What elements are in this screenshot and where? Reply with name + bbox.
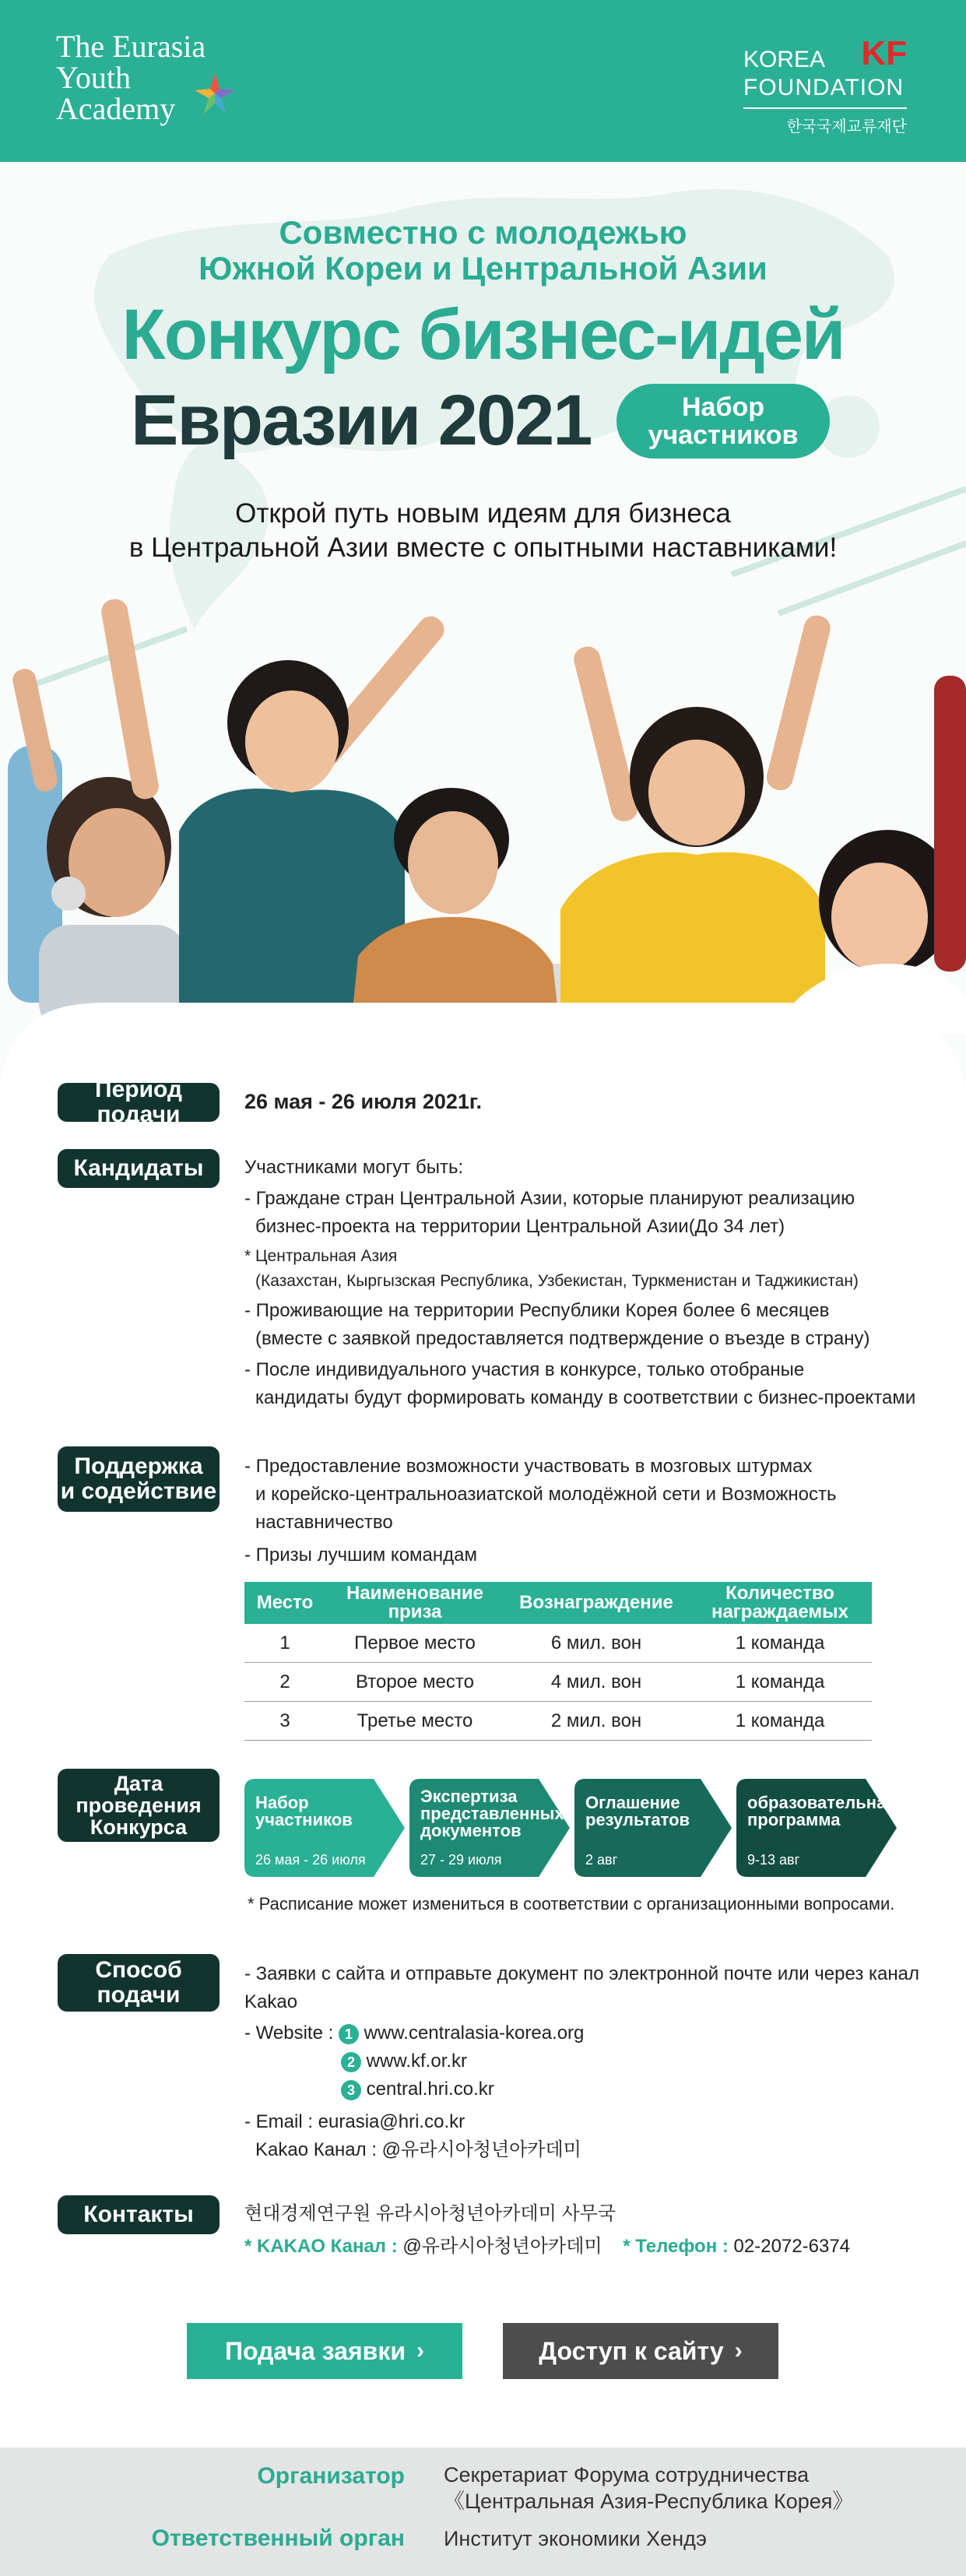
step-date: 26 мая - 26 июля bbox=[255, 1852, 366, 1868]
table-cell: 1 команда bbox=[688, 1624, 872, 1663]
celebrating-youth-illustration bbox=[0, 598, 966, 1034]
table-cell: 1 команда bbox=[688, 1663, 872, 1702]
organizer-line: 《Центральная Азия-Республика Корея》 bbox=[444, 2490, 854, 2513]
schedule-note: * Расписание может измениться в соответствии с организационными вопросами. bbox=[248, 1894, 895, 1914]
step-title-line: Оглашение bbox=[585, 1793, 680, 1812]
method-text bbox=[244, 1960, 966, 2164]
support-item-1: - Предоставление возможности участвовать в мозговых штурмах bbox=[244, 1456, 813, 1477]
support-label bbox=[58, 1446, 220, 1512]
hero-title-line-2: Евразии 2021 bbox=[131, 381, 592, 460]
hero-section bbox=[0, 162, 966, 1096]
website-row bbox=[244, 2047, 966, 2075]
column-header: Наименование приза bbox=[325, 1582, 504, 1624]
number-badge-icon: 1 bbox=[339, 2024, 359, 2044]
candidates-item-2-cont: (вместе с заявкой предоставляется подтверждение о въезде в страну) bbox=[255, 1328, 870, 1349]
number-badge-icon: 3 bbox=[341, 2080, 361, 2100]
organizer-label: Организатор bbox=[257, 2463, 405, 2489]
column-header: Место bbox=[244, 1582, 325, 1624]
logo-line: The Eurasia bbox=[56, 29, 206, 64]
phone-label: * Телефон : bbox=[623, 2236, 729, 2257]
step-title-line: представленных bbox=[420, 1804, 564, 1823]
step-title-line: Экспертиза bbox=[420, 1787, 518, 1806]
website-link[interactable]: www.centralasia-korea.org bbox=[364, 2022, 585, 2044]
schedule-label-line: проведения bbox=[76, 1794, 202, 1817]
eurasia-youth-academy-logo bbox=[56, 31, 205, 125]
step-title-line: Набор bbox=[255, 1793, 309, 1812]
schedule-step-education bbox=[736, 1779, 897, 1877]
table-cell: 2 bbox=[244, 1663, 325, 1702]
step-title bbox=[585, 1794, 718, 1829]
website-row bbox=[244, 2019, 966, 2047]
step-title-line: документов bbox=[420, 1821, 522, 1840]
organizer-value bbox=[444, 2462, 853, 2514]
support-item-2: - Призы лучшим командам bbox=[244, 1545, 477, 1566]
website-row bbox=[244, 2075, 966, 2103]
step-title bbox=[255, 1794, 388, 1829]
schedule-label bbox=[58, 1769, 220, 1842]
visit-site-button[interactable] bbox=[503, 2323, 778, 2379]
table-cell: 1 bbox=[244, 1624, 325, 1663]
kakao-line: Kakao Канал : @유라시아청년아카데미 bbox=[255, 2139, 581, 2160]
method-label bbox=[58, 1954, 220, 2012]
table-row bbox=[244, 1702, 872, 1741]
logo-line: Youth bbox=[56, 60, 131, 95]
support-label-line: Поддержка bbox=[74, 1453, 203, 1479]
tagline-line: Открой путь новым идеям для бизнеса bbox=[235, 498, 731, 529]
hero-subtitle bbox=[0, 215, 966, 286]
responsible-value: Институт экономики Хендэ bbox=[444, 2527, 707, 2550]
apply-button[interactable] bbox=[187, 2323, 462, 2379]
method-label-line: подачи bbox=[97, 1982, 181, 2008]
support-item-1-cont: наставничество bbox=[255, 1512, 393, 1533]
period-value: 26 мая - 26 июля 2021г. bbox=[244, 1090, 482, 1113]
kf-mark: KF bbox=[861, 34, 907, 72]
table-cell: 6 мил. вон bbox=[504, 1624, 688, 1663]
chevron-right-icon: › bbox=[734, 2338, 743, 2363]
step-date: 9-13 авг bbox=[747, 1852, 800, 1868]
step-title bbox=[747, 1793, 897, 1829]
schedule-label-line: Конкурса bbox=[90, 1815, 188, 1839]
support-item-1-cont: и корейско-центральноазиатской молодёжной сети и Возможность bbox=[255, 1484, 837, 1505]
contacts-details bbox=[244, 2233, 850, 2261]
tagline-line: в Центральной Азии вместе с опытными наставниками! bbox=[128, 532, 838, 563]
schedule-label-line: Дата bbox=[114, 1772, 163, 1795]
candidates-item-3-cont: кандидаты будут формировать команду в соответствии с бизнес-проектами bbox=[255, 1387, 916, 1408]
step-date: 2 авг bbox=[585, 1852, 618, 1868]
table-cell: Второе место bbox=[325, 1663, 504, 1702]
apply-button-label: Подача заявки bbox=[224, 2336, 406, 2365]
candidates-item-2: - Проживающие на территории Республики Корея более 6 месяцев bbox=[244, 1300, 830, 1321]
table-row bbox=[244, 1624, 872, 1663]
chevron-right-icon: › bbox=[416, 2338, 424, 2363]
badge-line: участников bbox=[648, 420, 799, 450]
contacts-text bbox=[244, 2200, 850, 2261]
method-label-line: Способ bbox=[95, 1957, 182, 1983]
candidates-item-1-cont: бизнес-проекта на территории Центральной Азии(До 34 лет) bbox=[255, 1216, 785, 1237]
candidates-note-cont: (Казахстан, Кыргызская Республика, Узбекистан, Туркменистан и Таджикистан) bbox=[255, 1272, 859, 1290]
step-title-line: программа bbox=[747, 1810, 841, 1829]
logo-line: Academy bbox=[56, 91, 176, 126]
table-cell: 2 мил. вон bbox=[504, 1702, 688, 1741]
table-cell: 3 bbox=[244, 1702, 325, 1741]
step-title-line: участников bbox=[255, 1810, 353, 1829]
candidates-item-1: - Граждане стран Центральной Азии, которые планируют реализацию bbox=[244, 1188, 855, 1209]
kf-korean-text: 한국국제교류재단 bbox=[786, 118, 907, 135]
table-cell: Третье место bbox=[325, 1702, 504, 1741]
candidates-intro: Участниками могут быть: bbox=[244, 1157, 464, 1178]
table-row bbox=[244, 1663, 872, 1702]
kf-korea-text: KOREA bbox=[743, 47, 826, 72]
prize-table-header bbox=[244, 1582, 872, 1624]
email-line[interactable]: - Email : eurasia@hri.co.kr bbox=[244, 2111, 465, 2132]
website-label: - Website : bbox=[244, 2022, 334, 2044]
column-header: Количество награждаемых bbox=[688, 1582, 872, 1624]
schedule-step-recruitment bbox=[244, 1779, 405, 1877]
candidates-item-3: - После индивидуального участия в конкурсе, только отобраные bbox=[244, 1359, 805, 1380]
responsible-label: Ответственный орган bbox=[151, 2525, 405, 2551]
hero-tagline bbox=[0, 497, 966, 565]
website-link[interactable]: central.hri.co.kr bbox=[366, 2079, 494, 2100]
contacts-org: 현대경제연구원 유라시아청년아카데미 사무국 bbox=[244, 2203, 616, 2224]
footer bbox=[0, 2448, 966, 2576]
step-date: 27 - 29 июля bbox=[420, 1852, 502, 1868]
kakao-value: @유라시아청년아카데미 bbox=[402, 2236, 602, 2257]
support-label-line: и содействие bbox=[60, 1478, 217, 1504]
badge-line: Набор bbox=[681, 392, 764, 422]
step-title bbox=[420, 1787, 564, 1840]
table-cell: Первое место bbox=[325, 1624, 504, 1663]
organizer-line: Секретариат Форума сотрудничества bbox=[444, 2463, 810, 2486]
contacts-label: Контакты bbox=[58, 2195, 220, 2234]
recruitment-badge bbox=[616, 384, 830, 459]
subtitle-line: Совместно с молодежью bbox=[279, 214, 687, 251]
schedule-step-results bbox=[574, 1779, 732, 1877]
phone-value: 02-2072-6374 bbox=[733, 2236, 851, 2257]
header-banner bbox=[0, 0, 966, 162]
method-line-1: - Заявки с сайта и отправьте документ по электронной почте или через канал Kakao bbox=[244, 1963, 919, 2012]
candidates-text bbox=[244, 1154, 915, 1412]
candidates-label: Кандидаты bbox=[58, 1149, 220, 1188]
table-cell: 1 команда bbox=[688, 1702, 872, 1741]
schedule-step-review bbox=[409, 1779, 570, 1877]
korea-foundation-logo bbox=[743, 34, 907, 135]
kf-divider bbox=[743, 107, 907, 109]
hero-title-line-1: Конкурс бизнес-идей bbox=[121, 295, 845, 374]
column-header: Вознаграждение bbox=[504, 1582, 688, 1624]
step-title-line: результатов bbox=[585, 1810, 690, 1829]
support-text bbox=[244, 1453, 837, 1569]
website-link[interactable]: www.kf.or.kr bbox=[366, 2051, 468, 2072]
kf-foundation-text: FOUNDATION bbox=[743, 75, 905, 100]
prize-table bbox=[244, 1582, 872, 1741]
star-logo-icon bbox=[193, 72, 237, 115]
subtitle-line: Южной Кореи и Центральной Азии bbox=[198, 250, 768, 286]
number-badge-icon: 2 bbox=[341, 2052, 361, 2072]
period-label: Период подачи bbox=[58, 1083, 220, 1122]
table-cell: 4 мил. вон bbox=[504, 1663, 688, 1702]
kakao-label: * KAKAO Канал : bbox=[244, 2236, 398, 2257]
step-title-line: образовательная bbox=[747, 1793, 897, 1812]
visit-site-button-label: Доступ к сайту bbox=[539, 2336, 724, 2365]
candidates-note: * Центральная Азия bbox=[244, 1247, 398, 1265]
